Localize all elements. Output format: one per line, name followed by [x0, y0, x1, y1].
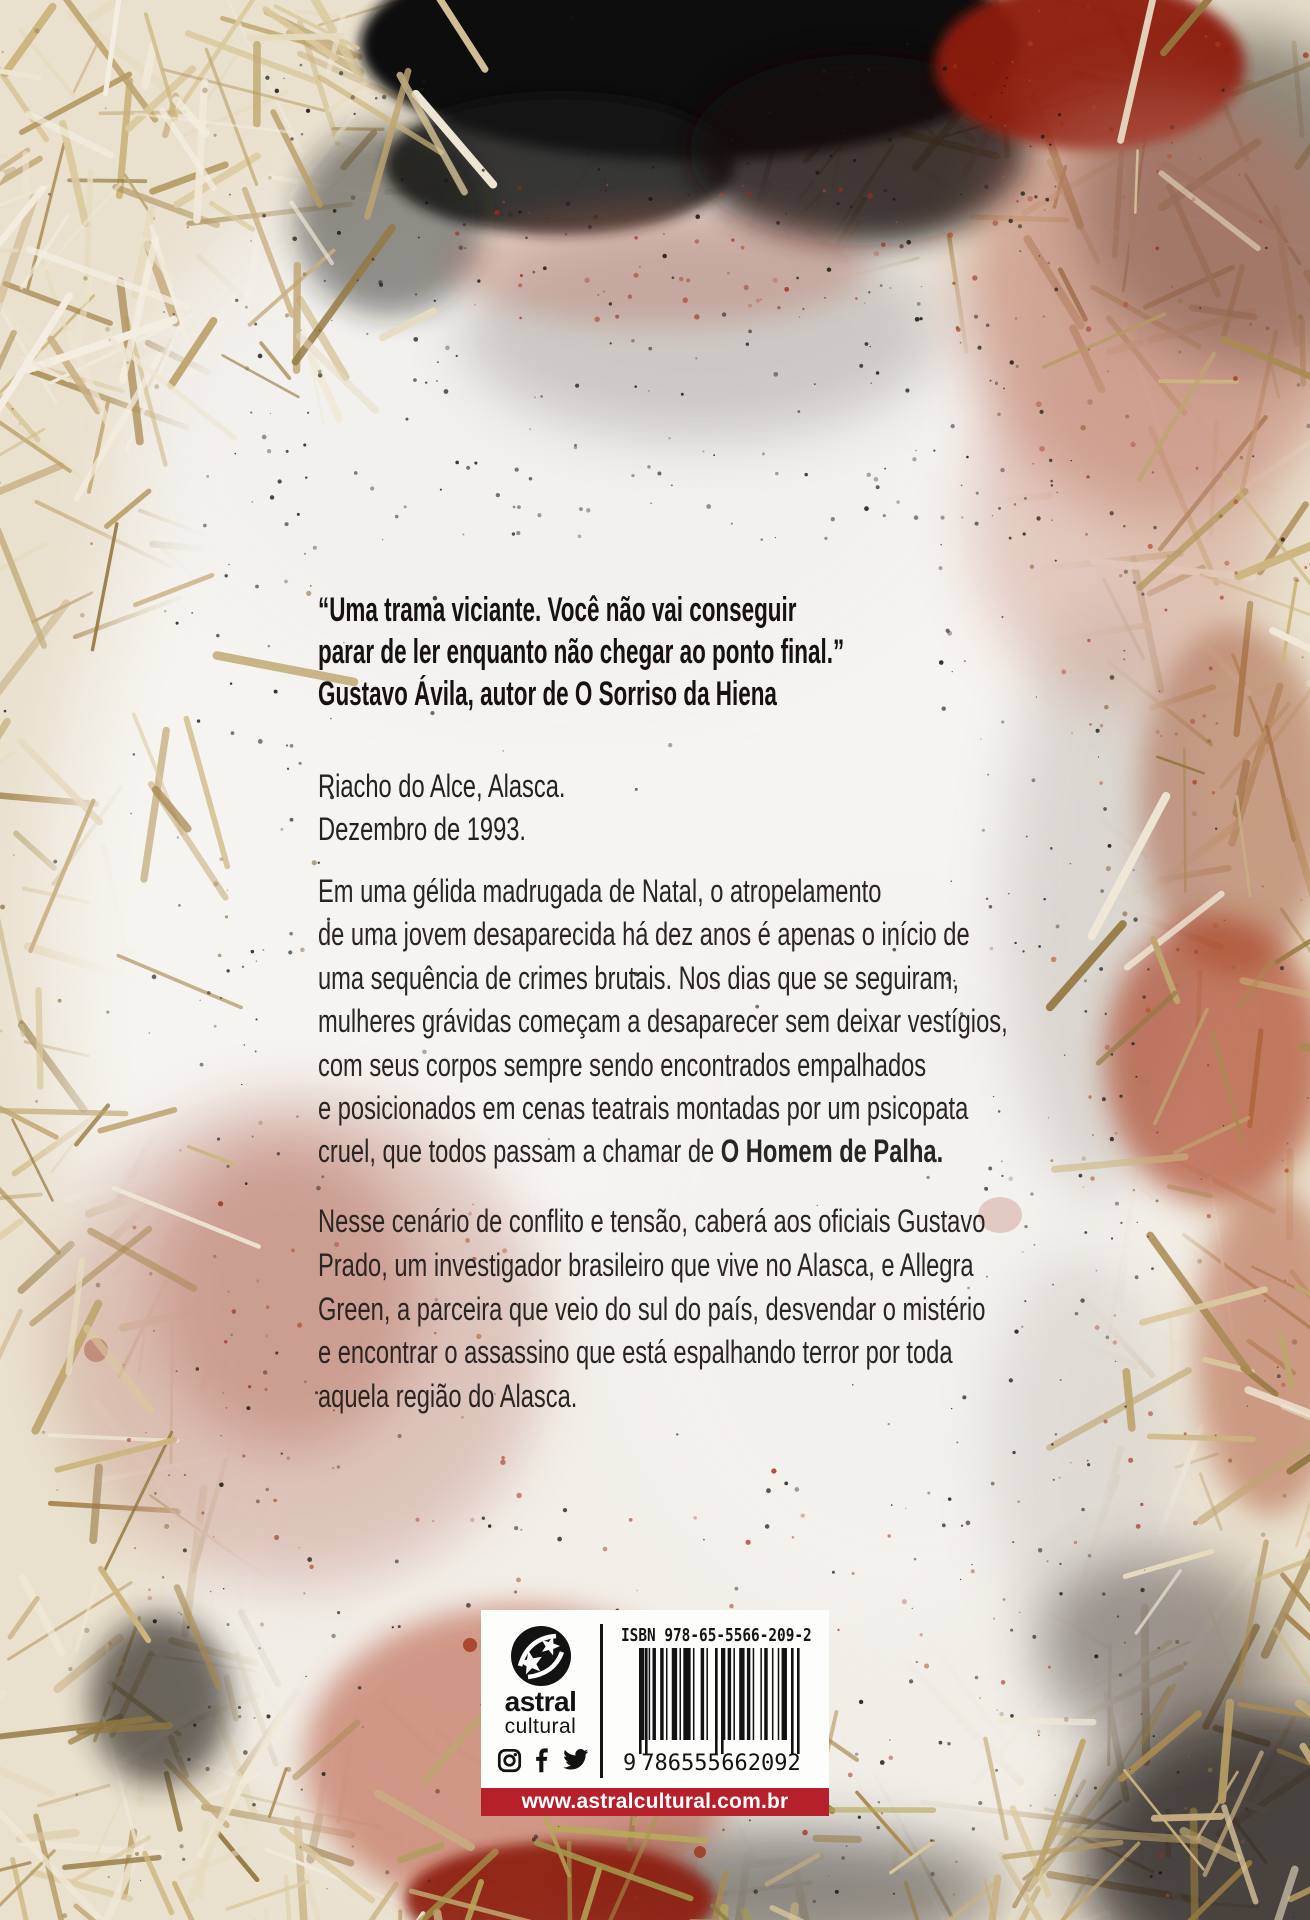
vertical-divider — [600, 1624, 603, 1778]
synopsis-paragraph-2 — [318, 1200, 1220, 1419]
synopsis-line: Em uma gélida madrugada de Natal, o atropelamento — [318, 873, 882, 909]
synopsis-line: Prado, um investigador brasileiro que vive no Alasca, e Allegra — [318, 1246, 974, 1283]
synopsis-line: e posicionados em cenas teatrais montadas por um psicopata — [318, 1090, 969, 1127]
synopsis-line: de uma jovem desaparecida há dez anos é apenas o início de — [318, 916, 970, 953]
synopsis-paragraph-1 — [318, 870, 1250, 1174]
quote-line: parar de ler enquanto não chegar ao ponto final.” — [318, 633, 845, 671]
synopsis-line: e encontrar o assassino que está espalhando terror por toda — [318, 1334, 953, 1371]
setting-place: Riacho do Alce, Alasca. — [318, 768, 566, 804]
synopsis-line — [318, 1130, 1008, 1173]
synopsis-line: Nesse cenário de conflito e tensão, caberá aos oficiais Gustavo — [318, 1203, 986, 1239]
setting-block — [318, 765, 652, 851]
facebook-icon — [533, 1748, 551, 1773]
setting-date: Dezembro de 1993. — [318, 811, 526, 847]
publisher-name-sub: cultural — [504, 1715, 577, 1738]
astral-cultural-logo — [508, 1624, 574, 1688]
instagram-icon — [497, 1748, 522, 1773]
barcode-digit-first: 9 — [623, 1751, 637, 1776]
barcode-digits-left: 786555 — [641, 1751, 721, 1776]
twitter-icon — [562, 1748, 589, 1773]
synopsis-line: uma sequência de crimes brutais. Nos dias que se seguiram, — [318, 959, 959, 996]
synopsis-line: mulheres grávidas começam a desaparecer sem deixar vestígios, — [318, 1003, 1008, 1040]
synopsis-text: cruel, que todos passam a chamar de — [318, 1133, 721, 1170]
isbn-label: ISBN 978-65-5566-209-2 — [621, 1625, 812, 1646]
ean-barcode — [619, 1644, 814, 1780]
barcode-digits-right: 662092 — [721, 1751, 801, 1776]
website-url: www.astralcultural.com.br — [521, 1790, 789, 1813]
quote-attribution: Gustavo Ávila, autor de O Sorriso da Hiena — [318, 675, 777, 713]
synopsis-line: com seus corpos sempre sendo encontrados empalhados — [318, 1046, 927, 1083]
website-bar — [481, 1788, 829, 1816]
publisher-name: astral — [504, 1686, 577, 1717]
review-quote-block — [318, 589, 1115, 715]
social-icons-row — [497, 1748, 589, 1773]
quote-line: “Uma trama viciante. Você não vai conseguir — [318, 591, 797, 629]
publisher-info-box — [481, 1610, 829, 1788]
synopsis-line: Green, a parceira que veio do sul do país, desvendar o mistério — [318, 1290, 986, 1327]
synopsis-line: aquela região do Alasca. — [318, 1378, 578, 1415]
villain-name-bold: O Homem de Palha. — [720, 1133, 944, 1170]
